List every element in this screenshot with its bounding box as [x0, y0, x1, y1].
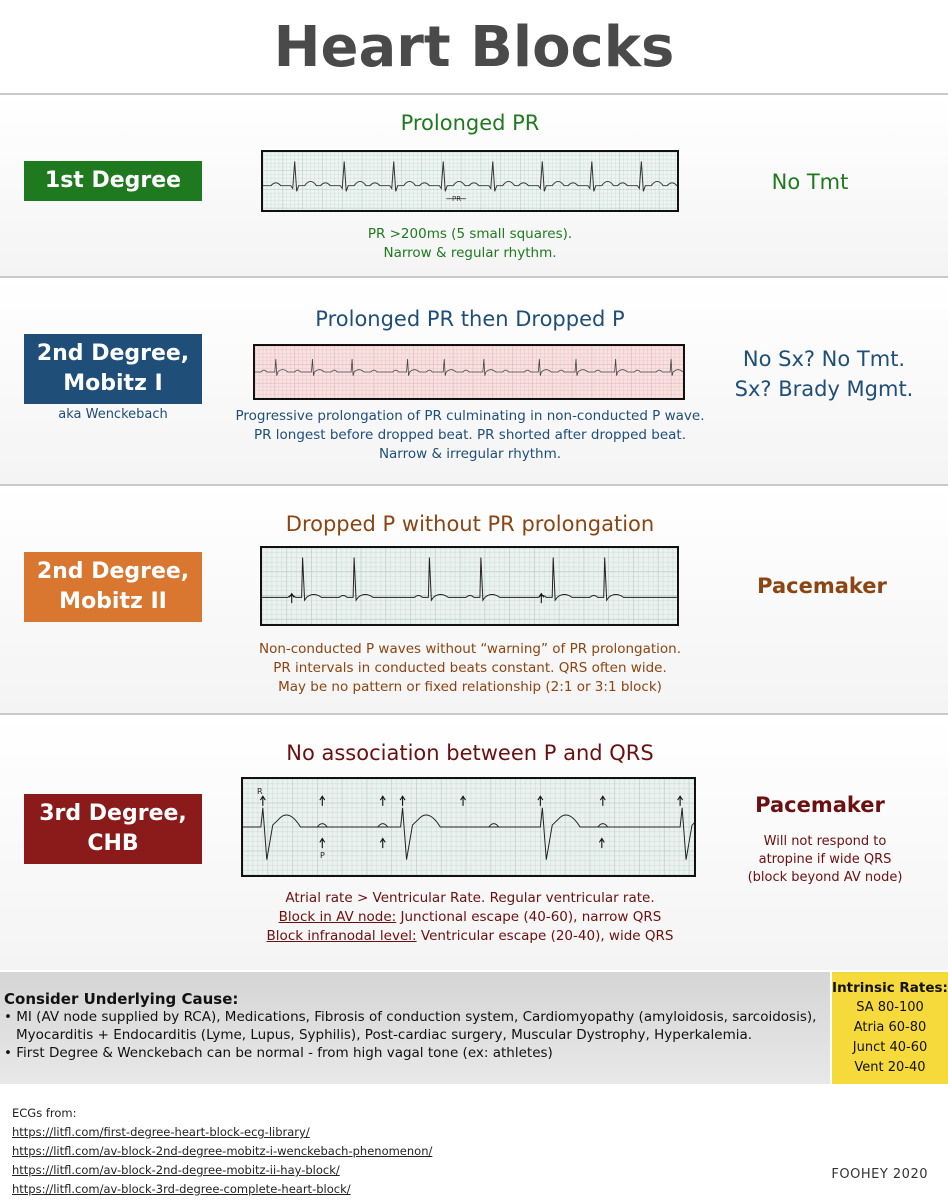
- third-degree-badge: [24, 794, 202, 864]
- third-degree-desc-line: [220, 908, 720, 927]
- p-wave-arrow: [600, 796, 605, 806]
- first-degree-treatment: [740, 170, 880, 194]
- first-degree-ecg-trace: [263, 152, 677, 210]
- intrinsic-rates-panel: [832, 972, 948, 1084]
- p-wave-arrow: [320, 839, 325, 849]
- third-degree-treatment-note: [730, 833, 920, 887]
- source-link[interactable]: https://litfl.com/av-block-3rd-degree-complete-heart-block/: [12, 1182, 351, 1196]
- rate-item: Junct 40-60: [852, 1040, 928, 1055]
- first-degree-ecg: [261, 150, 679, 212]
- p-wave: [378, 824, 388, 827]
- third-degree-ecg-trace: [243, 779, 694, 875]
- mobitz2-desc-line: PR intervals in conducted beats constant. QRS often wide.: [273, 660, 667, 676]
- treatment-note-line: Will not respond to: [763, 834, 887, 849]
- third-degree-badge-line: 3rd Degree,: [39, 801, 187, 826]
- mobitz1-treatment: [724, 344, 924, 404]
- sources-label: ECGs from:: [12, 1106, 77, 1120]
- page-title: Heart Blocks: [273, 15, 675, 80]
- p-wave-arrow: [289, 594, 294, 604]
- third-degree-treatment: [735, 793, 905, 817]
- mobitz1-ecg-trace: [255, 346, 683, 398]
- first-degree-badge-label: 1st Degree: [44, 168, 182, 193]
- p-wave-arrow: [461, 796, 466, 806]
- p-wave-arrow: [260, 796, 265, 806]
- pr-label: PR: [452, 195, 462, 203]
- third-degree-badge-line: CHB: [87, 831, 139, 856]
- p-wave-arrow: [400, 796, 405, 806]
- mobitz1-treatment-line: Sx? Brady Mgmt.: [734, 377, 914, 401]
- underlying-cause-title: Consider Underlying Cause:: [4, 990, 239, 1008]
- mobitz1-description: [220, 407, 720, 464]
- third-degree-desc-line: Atrial rate > Ventricular Rate. Regular ventricular rate.: [285, 890, 655, 906]
- mobitz2-badge: [24, 552, 202, 622]
- source-link[interactable]: https://litfl.com/first-degree-heart-block-ecg-library/: [12, 1125, 310, 1139]
- mobitz1-ecg: [253, 344, 685, 400]
- section-first-degree: [0, 93, 948, 276]
- av-node-block-text: Junctional escape (40-60), narrow QRS: [396, 909, 662, 925]
- rate-item: Atria 60-80: [853, 1020, 927, 1035]
- third-degree-desc-line: [220, 927, 720, 946]
- underlying-cause-panel: [0, 972, 830, 1084]
- p-wave: [598, 824, 608, 827]
- rate-item: SA 80-100: [856, 1000, 924, 1015]
- mobitz2-desc-line: Non-conducted P waves without “warning” of PR prolongation.: [258, 641, 682, 657]
- mobitz2-badge-line: 2nd Degree,: [36, 559, 190, 584]
- mobitz1-badge-line: 2nd Degree,: [36, 341, 190, 366]
- p-wave-arrow: [380, 839, 385, 849]
- bullet: •: [4, 1045, 17, 1061]
- source-link[interactable]: https://litfl.com/av-block-2nd-degree-mobitz-i-wenckebach-phenomenon/: [12, 1144, 433, 1158]
- p-wave-arrow: [538, 796, 543, 806]
- first-degree-badge: [24, 161, 202, 201]
- first-degree-treatment-label: No Tmt: [771, 170, 849, 194]
- section-mobitz-2: [0, 484, 948, 713]
- mobitz1-desc-line: Progressive prolongation of PR culminating in non-conducted P wave.: [235, 408, 705, 424]
- mobitz2-description: [220, 640, 720, 697]
- cause-text: Myocarditis + Endocarditis (Lyme, Lupus, Syphilis), Post-cardiac surgery, Muscular Dystrophy, Hyperkalemia.: [16, 1027, 753, 1043]
- p-wave-arrow: [599, 839, 604, 849]
- mobitz2-treatment-label: Pacemaker: [757, 574, 887, 598]
- cause-list-item: [4, 1008, 830, 1044]
- mobitz1-desc-line: Narrow & irregular rhythm.: [378, 446, 562, 462]
- author-credit: FOOHEY 2020: [831, 1167, 928, 1182]
- mobitz1-badge: [24, 334, 202, 404]
- infranodal-block-label: Block infranodal level:: [266, 928, 417, 944]
- mobitz2-treatment: [742, 574, 902, 598]
- cause-text: First Degree & Wenckebach can be normal - from high vagal tone (ex: athletes): [16, 1045, 553, 1061]
- first-degree-description: [270, 225, 670, 263]
- mobitz2-ecg-trace: [262, 548, 677, 624]
- r-wave-label: R: [257, 787, 263, 796]
- av-node-block-label: Block in AV node:: [278, 909, 397, 925]
- ecg-sources: [12, 1104, 432, 1199]
- third-degree-ecg: [241, 777, 696, 877]
- infranodal-block-text: Ventricular escape (20-40), wide QRS: [416, 928, 674, 944]
- bullet: •: [4, 1009, 17, 1025]
- treatment-note-line: (block beyond AV node): [747, 870, 903, 885]
- third-degree-treatment-label: Pacemaker: [755, 793, 885, 817]
- treatment-note-line: atropine if wide QRS: [758, 852, 892, 867]
- p-wave-arrow: [539, 594, 544, 604]
- third-degree-heading: No association between P and QRS: [286, 741, 654, 765]
- mobitz2-heading: Dropped P without PR prolongation: [285, 512, 655, 536]
- section-mobitz-1: [0, 276, 948, 484]
- rate-item: Vent 20-40: [854, 1060, 926, 1075]
- p-wave-label: P: [320, 851, 325, 860]
- source-link[interactable]: https://litfl.com/av-block-2nd-degree-mobitz-ii-hay-block/: [12, 1163, 340, 1177]
- ecg-waveform: [263, 161, 677, 191]
- section-third-degree: [0, 713, 948, 970]
- first-degree-desc-line: Narrow & regular rhythm.: [383, 245, 557, 261]
- p-wave-arrow: [678, 796, 683, 806]
- mobitz1-heading: Prolonged PR then Dropped P: [315, 307, 625, 331]
- first-degree-heading: Prolonged PR: [400, 111, 540, 135]
- mobitz1-badge-line: Mobitz I: [63, 371, 163, 396]
- first-degree-desc-line: PR >200ms (5 small squares).: [367, 226, 573, 242]
- cause-list-item: [4, 1044, 830, 1062]
- cause-text: MI (AV node supplied by RCA), Medications, Fibrosis of conduction system, Cardiomyopathy (amyloidosis, sarcoidosis),: [16, 1009, 817, 1025]
- p-wave-arrow: [380, 796, 385, 806]
- mobitz2-badge-line: Mobitz II: [59, 589, 167, 614]
- mobitz2-ecg: [260, 546, 679, 626]
- p-wave-arrow: [320, 796, 325, 806]
- third-degree-description: [220, 889, 720, 946]
- mobitz2-desc-line: May be no pattern or fixed relationship (2:1 or 3:1 block): [278, 679, 662, 695]
- mobitz1-aka: aka Wenckebach: [58, 407, 168, 422]
- mobitz1-desc-line: PR longest before dropped beat. PR shorted after dropped beat.: [253, 427, 687, 443]
- ecg-waveform: [262, 558, 677, 601]
- mobitz1-treatment-line: No Sx? No Tmt.: [742, 347, 906, 371]
- intrinsic-rates-title: Intrinsic Rates:: [832, 980, 948, 996]
- p-wave: [489, 824, 499, 827]
- ecg-waveform: [243, 808, 694, 860]
